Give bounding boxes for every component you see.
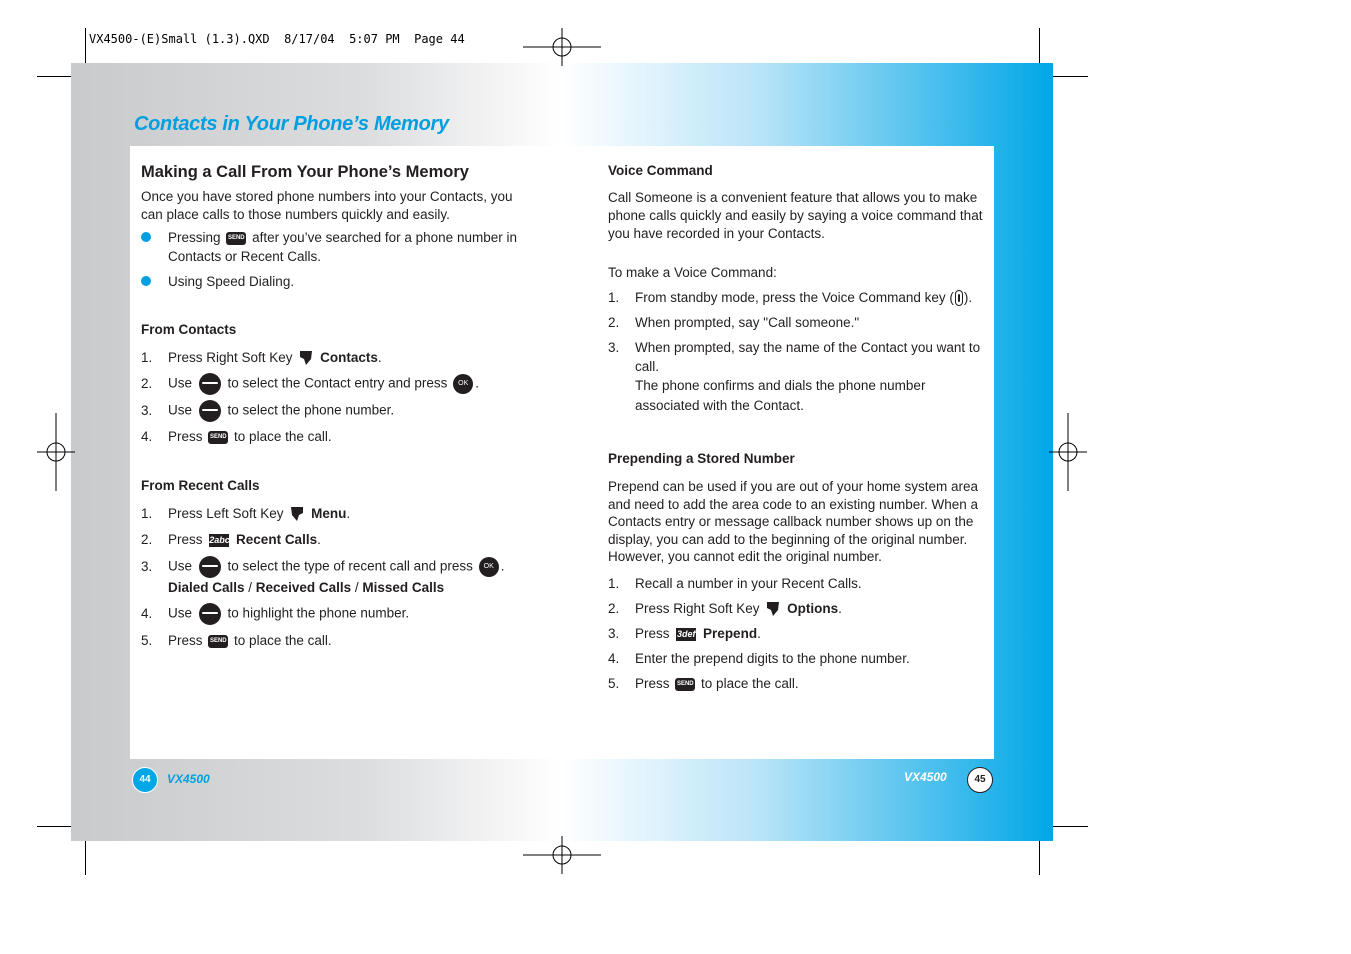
footer-model-left: VX4500	[167, 772, 210, 786]
step-item: Use to select the phone number.	[168, 400, 394, 422]
voice-command-key-icon	[955, 290, 963, 306]
send-key-icon: SEND	[208, 635, 228, 648]
voice-intro-paragraph: Call Someone is a convenient feature that allows you to make phone calls quickly and easily by saying a voice command that you have recorded in your Contacts.	[608, 190, 983, 241]
subsection-heading: Voice Command	[608, 163, 713, 178]
send-key-icon: SEND	[675, 678, 695, 691]
step-note: associated with the Contact.	[635, 398, 804, 413]
page-title: Contacts in Your Phone’s Memory	[134, 113, 449, 135]
send-key-icon: SEND	[226, 232, 246, 245]
step-item: Use to select the type of recent call and press OK .	[168, 556, 504, 578]
step-number: 2.	[141, 376, 153, 391]
step-item: Press SEND to place the call.	[168, 633, 332, 648]
crop-mark	[1051, 76, 1088, 77]
crop-mark	[1039, 838, 1040, 875]
page-number-right: 45	[967, 767, 993, 793]
step-item-continued: call.	[635, 359, 660, 374]
footer-model-right: VX4500	[904, 770, 947, 784]
bullet-icon	[141, 232, 151, 242]
navigation-key-icon	[199, 556, 221, 578]
step-number: 1.	[608, 576, 620, 591]
registration-mark-icon	[37, 413, 75, 491]
step-item: Press 2abc Recent Calls.	[168, 532, 321, 547]
step-number: 1.	[608, 290, 620, 305]
registration-mark-icon	[1049, 413, 1087, 491]
step-number: 1.	[141, 350, 153, 365]
right-soft-key-icon	[766, 601, 780, 617]
crop-mark	[37, 826, 74, 827]
bullet-item: Using Speed Dialing.	[168, 274, 295, 289]
crop-mark	[1051, 826, 1088, 827]
subsection-heading: From Contacts	[141, 322, 237, 337]
step-number: 3.	[608, 626, 620, 641]
step-item: From standby mode, press the Voice Command key ( ).	[635, 290, 973, 305]
two-key-icon: 2abc	[209, 534, 230, 545]
step-number: 2.	[608, 315, 620, 330]
step-item: Use to select the Contact entry and press OK .	[168, 373, 479, 395]
registration-mark-icon	[523, 28, 601, 66]
step-item: Press 3def Prepend.	[635, 626, 761, 641]
step-number: 4.	[141, 606, 153, 621]
page-number-left: 44	[132, 767, 158, 793]
step-item: Press Right Soft Key Contacts.	[168, 350, 382, 365]
navigation-key-icon	[199, 603, 221, 625]
intro-paragraph: Once you have stored phone numbers into your Contacts, you can place calls to those numbers quickly and easily.	[141, 189, 513, 222]
crop-mark	[1039, 28, 1040, 65]
step-item: Use to highlight the phone number.	[168, 603, 409, 625]
prepend-intro-paragraph: Prepend can be used if you are out of your home system area and need to add the area code to an existing number. When a Contacts entry or message callback number shows up on the display, you can add to the beginning of the original number. However, you cannot edit the original number.	[608, 479, 979, 565]
subsection-heading: Prepending a Stored Number	[608, 451, 795, 466]
step-number: 5.	[608, 676, 620, 691]
registration-mark-icon	[523, 836, 601, 874]
right-soft-key-icon	[299, 350, 313, 366]
step-number: 5.	[141, 633, 153, 648]
ok-key-icon: OK	[453, 374, 473, 394]
step-item: Enter the prepend digits to the phone number.	[635, 651, 910, 666]
step-number: 3.	[608, 340, 620, 355]
navigation-key-icon	[199, 373, 221, 395]
crop-mark	[85, 28, 86, 65]
step-number: 3.	[141, 559, 153, 574]
subsection-heading: From Recent Calls	[141, 478, 260, 493]
step-number: 2.	[141, 532, 153, 547]
print-slug-line: VX4500-(E)Small (1.3).QXD 8/17/04 5:07 PM Page 44	[89, 32, 465, 46]
step-number: 2.	[608, 601, 620, 616]
step-item: Press SEND to place the call.	[168, 429, 332, 444]
section-heading: Making a Call From Your Phone’s Memory	[141, 163, 469, 181]
step-note: The phone confirms and dials the phone number	[635, 378, 926, 393]
step-options: Dialed Calls / Received Calls / Missed Calls	[168, 580, 445, 595]
crop-mark	[85, 838, 86, 875]
navigation-key-icon	[199, 400, 221, 422]
step-item: Press SEND to place the call.	[635, 676, 799, 691]
send-key-icon: SEND	[208, 431, 228, 444]
step-item: Recall a number in your Recent Calls.	[635, 576, 862, 591]
step-number: 4.	[141, 429, 153, 444]
crop-mark	[37, 76, 74, 77]
step-item: Press Right Soft Key Options.	[635, 601, 842, 616]
bullet-icon	[141, 276, 151, 286]
step-number: 4.	[608, 651, 620, 666]
step-item: Press Left Soft Key Menu.	[168, 506, 351, 521]
three-key-icon: 3def	[677, 628, 696, 639]
ok-key-icon: OK	[479, 557, 499, 577]
bullet-item: Pressing SEND after you’ve searched for a phone number in	[168, 230, 517, 245]
left-soft-key-icon	[290, 506, 304, 522]
step-item: When prompted, say the name of the Contact you want to	[635, 340, 981, 355]
step-item: When prompted, say "Call someone."	[635, 315, 860, 330]
step-number: 1.	[141, 506, 153, 521]
voice-lead-text: To make a Voice Command:	[608, 265, 777, 280]
step-number: 3.	[141, 403, 153, 418]
bullet-item-continued: Contacts or Recent Calls.	[168, 249, 322, 264]
